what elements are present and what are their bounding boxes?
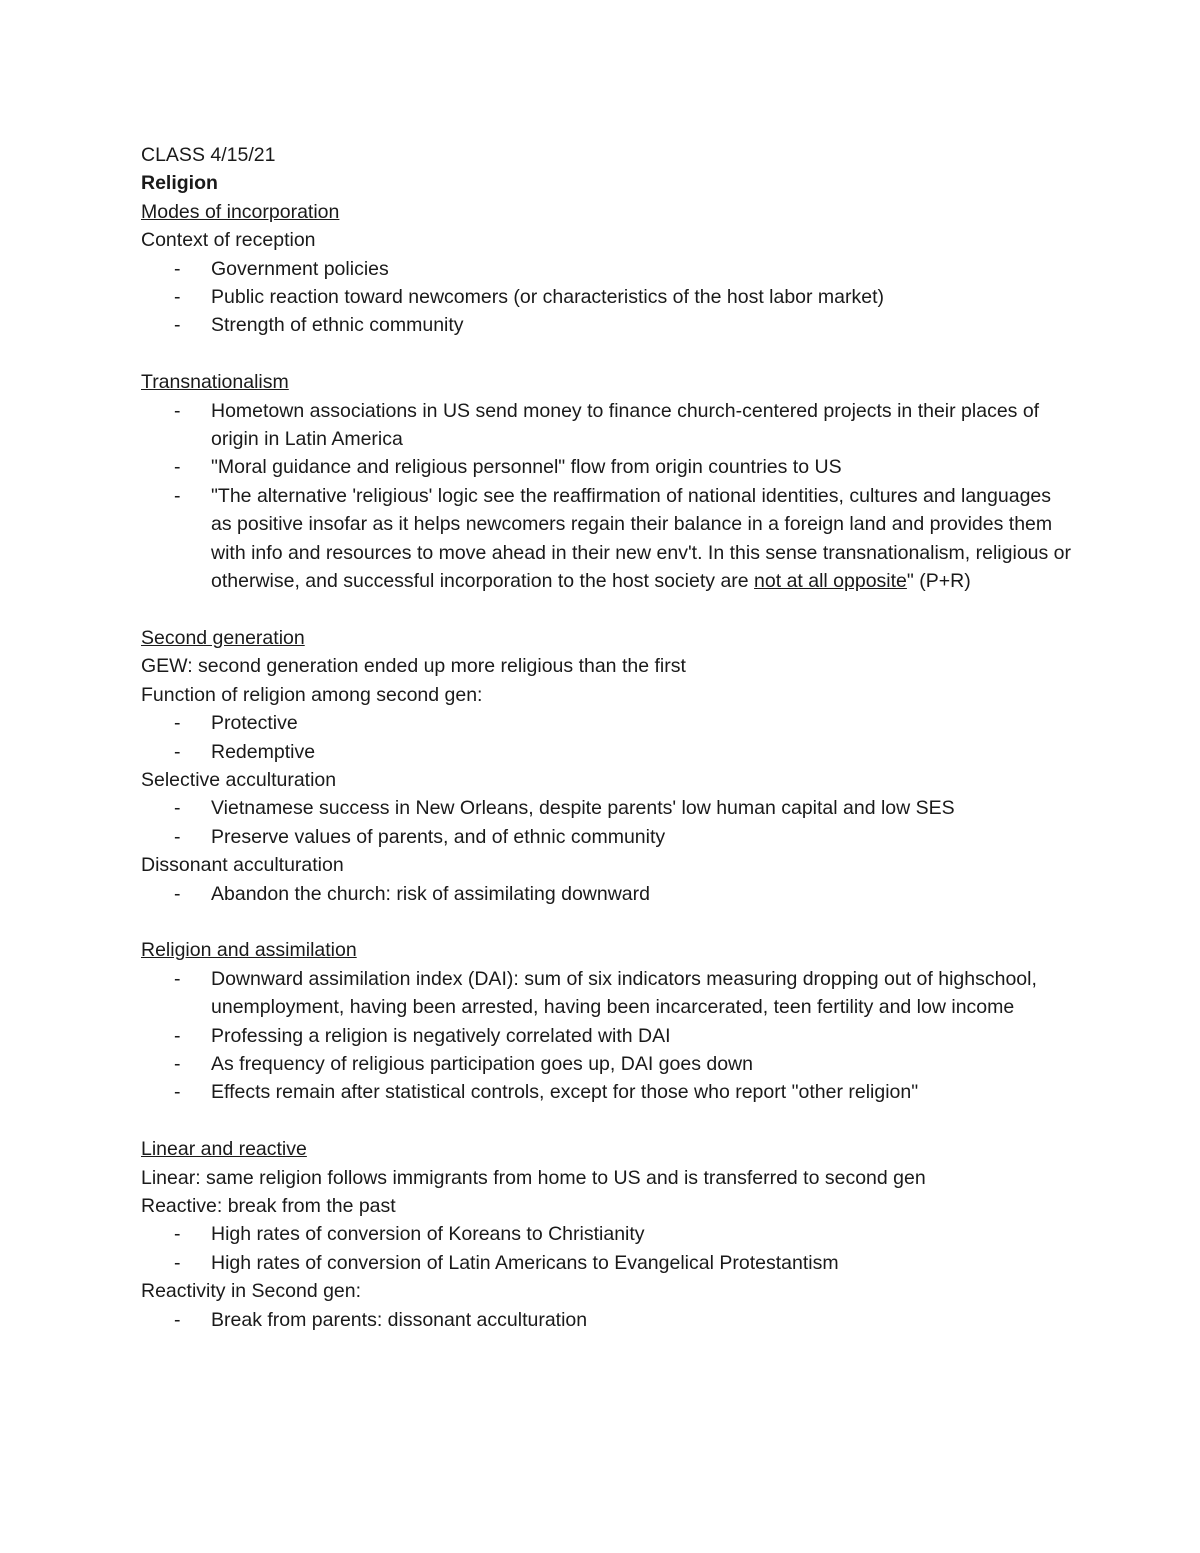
bullet-dash: - — [174, 314, 181, 337]
list-item: - Effects remain after statistical controls, except for those who report "other religion" — [141, 1078, 1071, 1106]
bullet-dash: - — [174, 797, 181, 820]
blank-line — [141, 595, 1071, 623]
section-heading-second-gen: Second generation — [141, 626, 305, 649]
bullet-dash: - — [174, 484, 181, 507]
document-page — [141, 141, 1071, 1334]
dissonant-label: Dissonant acculturation — [141, 854, 344, 877]
list-item: - "Moral guidance and religious personnel" flow from origin countries to US — [141, 453, 1071, 481]
list-item: - Downward assimilation index (DAI): sum of six indicators measuring dropping out of highschool, unemployment, having been arrested, having been incarcerated, teen fertility and low income — [141, 965, 1071, 1022]
quote-underlined: not at all opposite — [754, 570, 907, 593]
list-item-quote — [141, 482, 1071, 596]
list-item: - Protective — [141, 709, 1071, 737]
bullet-dash: - — [174, 967, 181, 990]
bullet-dash: - — [174, 1308, 181, 1331]
bullet-dash: - — [174, 399, 181, 422]
blank-line — [141, 1107, 1071, 1135]
bullet-dash: - — [174, 740, 181, 763]
list-item: - Abandon the church: risk of assimilating downward — [141, 880, 1071, 908]
list-item: - Vietnamese success in New Orleans, despite parents' low human capital and low SES — [141, 794, 1071, 822]
quote-citation: " (P+R) — [906, 570, 971, 593]
section-heading-assimilation: Religion and assimilation — [141, 939, 357, 962]
section-heading-modes: Modes of incorporation — [141, 200, 340, 223]
list-item: - High rates of conversion of Koreans to Christianity — [141, 1220, 1071, 1248]
bullet-dash: - — [174, 712, 181, 735]
list-item: - Break from parents: dissonant acculturation — [141, 1306, 1071, 1334]
blank-line — [141, 908, 1071, 936]
reactive-definition: Reactive: break from the past — [141, 1194, 396, 1217]
list-item: - Hometown associations in US send money to finance church-centered projects in their places of origin in Latin America — [141, 397, 1071, 454]
bullet-dash: - — [174, 1024, 181, 1047]
function-label: Function of religion among second gen: — [141, 683, 483, 706]
section-heading-linear: Linear and reactive — [141, 1138, 307, 1161]
blank-line — [141, 340, 1071, 368]
linear-definition: Linear: same religion follows immigrants from home to US and is transferred to second gen — [141, 1166, 926, 1189]
bullet-dash: - — [174, 456, 181, 479]
list-item: - Professing a religion is negatively correlated with DAI — [141, 1022, 1071, 1050]
quote-text: "The alternative 'religious' logic see the reaffirmation of national identities, cultures and languages as positive insofar as it helps newcomers regain their balance in a foreign land and provides them with info and resources to move ahead in their new env't. In this sense transnationalism, religious or otherwise, and successful incorporation to the host society are — [211, 484, 1072, 593]
bullet-dash: - — [174, 882, 181, 905]
bullet-dash: - — [174, 1251, 181, 1274]
list-item: - High rates of conversion of Latin Americans to Evangelical Protestantism — [141, 1249, 1071, 1277]
selective-label: Selective acculturation — [141, 768, 337, 791]
reactivity-label: Reactivity in Second gen: — [141, 1280, 362, 1303]
bullet-dash: - — [174, 825, 181, 848]
subheading-context: Context of reception — [141, 229, 316, 252]
bullet-dash: - — [174, 257, 181, 280]
list-item: - Preserve values of parents, and of ethnic community — [141, 823, 1071, 851]
list-item: - As frequency of religious participation goes up, DAI goes down — [141, 1050, 1071, 1078]
list-item: - Public reaction toward newcomers (or characteristics of the host labor market) — [141, 283, 1071, 311]
bullet-dash: - — [174, 1052, 181, 1075]
bullet-dash: - — [174, 1223, 181, 1246]
section-heading-transnationalism: Transnationalism — [141, 371, 289, 394]
topic-title: Religion — [141, 172, 218, 195]
list-item: - Strength of ethnic community — [141, 311, 1071, 339]
class-date: CLASS 4/15/21 — [141, 144, 276, 166]
gew-statement: GEW: second generation ended up more religious than the first — [141, 655, 686, 678]
bullet-dash: - — [174, 286, 181, 309]
list-item: - Redemptive — [141, 738, 1071, 766]
list-item: - Government policies — [141, 255, 1071, 283]
bullet-dash: - — [174, 1081, 181, 1104]
